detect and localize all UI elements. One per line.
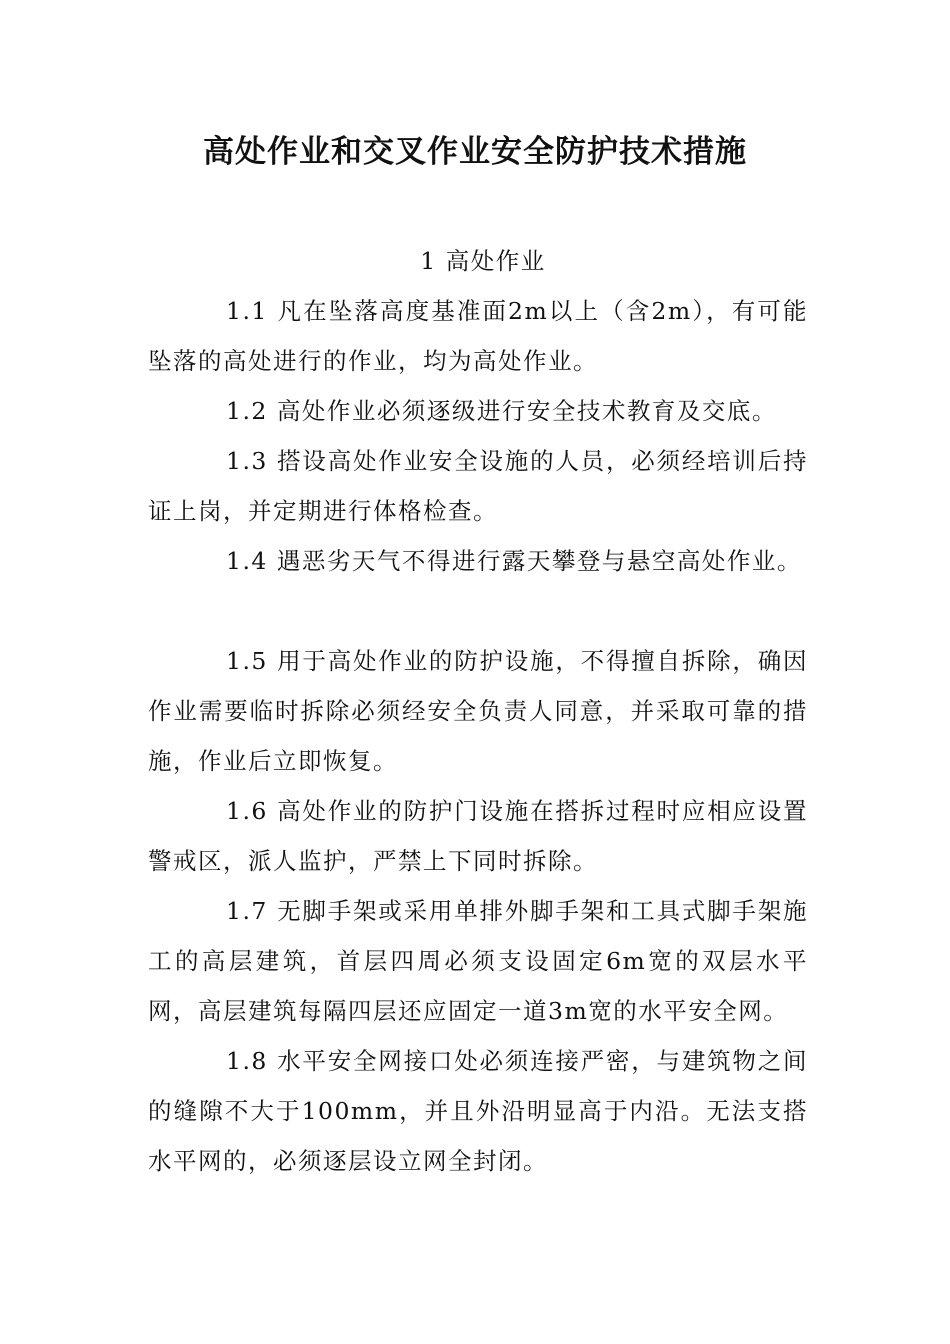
paragraph-1-3: 1.3 搭设高处作业安全设施的人员，必须经培训后持证上岗，并定期进行体格检查。: [148, 447, 808, 525]
paragraph-1-4: 1.4 遇恶劣天气不得进行露天攀登与悬空高处作业。: [226, 547, 802, 575]
document-title: 高处作业和交叉作业安全防护技术措施: [203, 134, 747, 170]
paragraph-1-5: 1.5 用于高处作业的防护设施，不得擅自拆除，确因作业需要临时拆除必须经安全负责人同意，并采取可靠的措施，作业后立即恢复。: [148, 647, 808, 775]
paragraph-1-2: 1.2 高处作业必须逐级进行安全技术教育及交底。: [226, 397, 777, 425]
paragraph-1-1: 1.1 凡在坠落高度基准面2m以上（含2m），有可能坠落的高处进行的作业，均为高处作业。: [148, 297, 808, 375]
paragraph-1-8: 1.8 水平安全网接口处必须连接严密，与建筑物之间的缝隙不大于100mm，并且外沿明显高于内沿。无法支搭水平网的，必须逐层设立网全封闭。: [148, 1047, 808, 1175]
section-heading: 1 高处作业: [420, 247, 546, 275]
paragraph-1-6: 1.6 高处作业的防护门设施在搭拆过程时应相应设置警戒区，派人监护，严禁上下同时拆除。: [148, 797, 808, 875]
document-body: [148, 236, 808, 1186]
paragraph-1-7: 1.7 无脚手架或采用单排外脚手架和工具式脚手架施工的高层建筑，首层四周必须支设固定6m宽的双层水平网，高层建筑每隔四层还应固定一道3m宽的水平安全网。: [148, 897, 808, 1025]
